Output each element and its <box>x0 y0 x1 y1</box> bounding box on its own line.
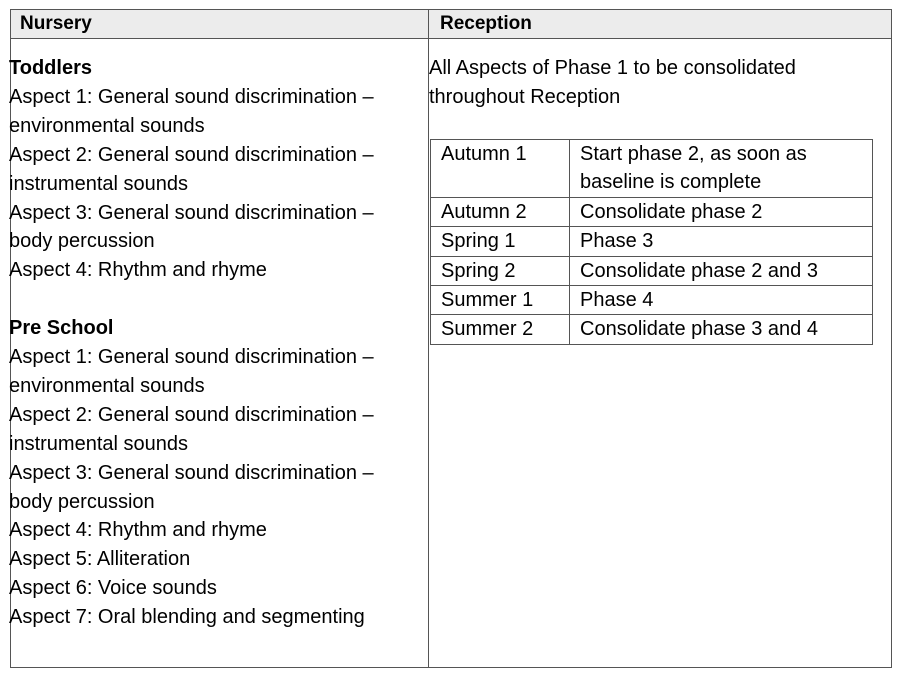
group-title: Toddlers <box>9 57 92 79</box>
schedule-plan-line: Consolidate phase 2 and 3 <box>580 259 818 282</box>
nursery-group-toddlers <box>9 54 409 285</box>
header-reception: Reception <box>440 13 532 34</box>
reception-intro-line: All Aspects of Phase 1 to be consolidated <box>429 57 796 79</box>
group-title: Pre School <box>9 317 114 340</box>
schedule-row <box>431 140 873 198</box>
aspect-line: Aspect 7: Oral blending and segmenting <box>9 606 365 629</box>
schedule-plan <box>570 197 873 226</box>
aspect-line: Aspect 3: General sound discrimination – <box>9 461 374 484</box>
aspect-line: environmental sounds <box>9 114 205 137</box>
schedule-term: Spring 2 <box>431 256 570 285</box>
schedule-plan <box>570 315 873 344</box>
aspect-line: body percussion <box>9 230 155 253</box>
nursery-column <box>9 54 409 632</box>
schedule-plan-line: Consolidate phase 2 <box>580 200 763 223</box>
schedule-term: Autumn 1 <box>431 140 570 198</box>
reception-intro <box>429 54 869 112</box>
schedule-plan-line: Consolidate phase 3 and 4 <box>580 318 818 341</box>
schedule-term: Summer 2 <box>431 315 570 344</box>
schedule-plan <box>570 286 873 315</box>
aspect-line: Aspect 2: General sound discrimination – <box>9 403 374 426</box>
aspect-line: body percussion <box>9 490 155 513</box>
header-nursery: Nursery <box>20 13 92 34</box>
aspect-line: instrumental sounds <box>9 172 188 195</box>
reception-intro-line: throughout Reception <box>429 85 621 108</box>
schedule-term: Summer 1 <box>431 286 570 315</box>
aspect-line: Aspect 1: General sound discrimination – <box>9 346 374 369</box>
reception-schedule-table <box>430 139 873 345</box>
aspect-line: Aspect 6: Voice sounds <box>9 577 217 600</box>
schedule-plan-line: Phase 3 <box>580 230 654 253</box>
schedule-plan <box>570 227 873 256</box>
schedule-term: Spring 1 <box>431 227 570 256</box>
schedule-term: Autumn 2 <box>431 197 570 226</box>
aspect-line: Aspect 2: General sound discrimination – <box>9 143 374 166</box>
schedule-plan-line: Start phase 2, as soon as <box>580 143 807 165</box>
schedule-row <box>431 197 873 226</box>
schedule-plan <box>570 256 873 285</box>
schedule-row <box>431 286 873 315</box>
aspect-line: Aspect 1: General sound discrimination – <box>9 85 374 108</box>
schedule-plan-line: Phase 4 <box>580 289 654 312</box>
aspect-line: Aspect 4: Rhythm and rhyme <box>9 519 267 542</box>
aspect-line: Aspect 4: Rhythm and rhyme <box>9 259 267 282</box>
schedule-row <box>431 256 873 285</box>
schedule-row <box>431 227 873 256</box>
schedule-plan <box>570 140 873 198</box>
schedule-row <box>431 315 873 344</box>
schedule-plan-line: baseline is complete <box>580 171 762 194</box>
aspect-line: Aspect 5: Alliteration <box>9 548 191 571</box>
aspect-line: environmental sounds <box>9 374 205 397</box>
aspect-line: instrumental sounds <box>9 432 188 455</box>
aspect-line: Aspect 3: General sound discrimination – <box>9 201 374 224</box>
nursery-group-pre-school <box>9 314 409 632</box>
